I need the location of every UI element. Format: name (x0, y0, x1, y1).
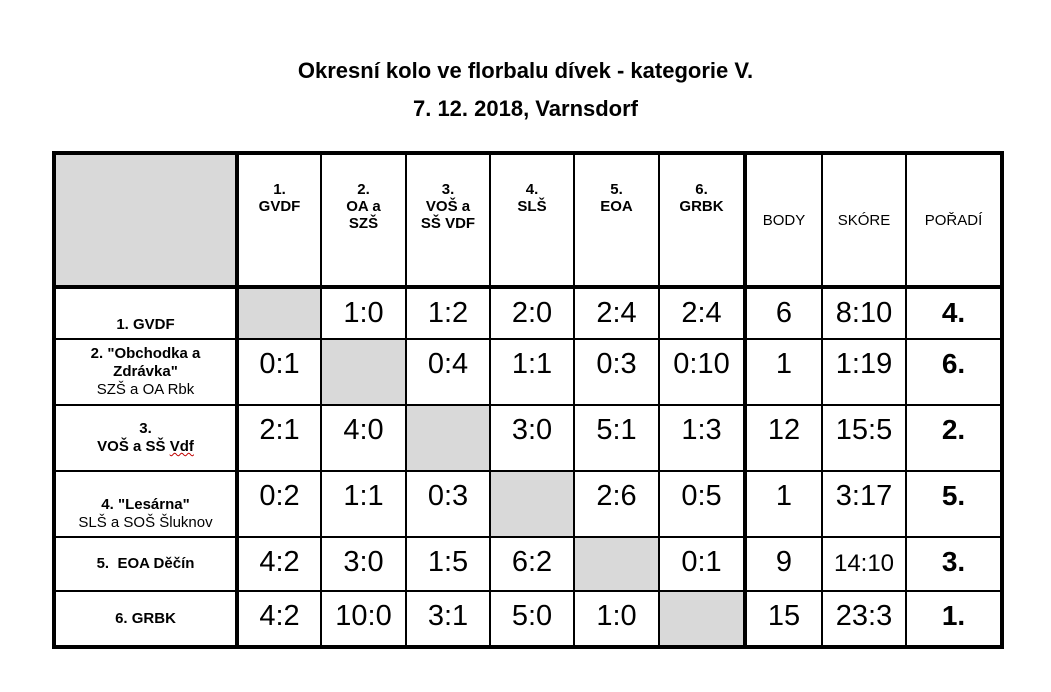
team-name: 2. "Obchodka a (90, 345, 201, 362)
result-cell: 4:0 (321, 405, 406, 471)
result-cell: 0:5 (659, 471, 745, 537)
poradi-value: 2. (906, 405, 1002, 471)
table-row (54, 339, 1002, 405)
body-value: 1 (745, 339, 822, 405)
poradi-value: 3. (906, 537, 1002, 591)
title-line-1: Okresní kolo ve florbalu dívek - kategorie V. (297, 58, 754, 83)
col-header-name: GRBK (679, 198, 724, 215)
col-header-name: GVDF (258, 198, 301, 215)
skore-value: 1:19 (822, 339, 906, 405)
result-cell: 0:10 (659, 339, 745, 405)
col-header-name: SLŠ (517, 198, 547, 215)
col-header-name: OA a (346, 198, 381, 215)
col-header-5 (574, 153, 659, 287)
result-cell: 2:0 (490, 287, 574, 339)
header-row (54, 153, 1002, 287)
header-skore: SKÓRE (822, 153, 906, 287)
body-value: 15 (745, 591, 822, 647)
result-cell: 1:0 (321, 287, 406, 339)
result-cell: 1:2 (406, 287, 490, 339)
skore-value: 8:10 (822, 287, 906, 339)
result-cell: 1:1 (490, 339, 574, 405)
result-cell: 0:4 (406, 339, 490, 405)
col-header-name: SZŠ (348, 215, 379, 232)
result-cell (490, 471, 574, 537)
result-cell: 4:2 (237, 537, 321, 591)
team-name: 3. (139, 420, 152, 437)
col-header-name: EOA (600, 198, 633, 215)
result-cell: 0:3 (406, 471, 490, 537)
poradi-value: 6. (906, 339, 1002, 405)
result-cell: 1:1 (321, 471, 406, 537)
corner-cell (54, 153, 237, 287)
row-name-cell (54, 537, 237, 591)
col-header-num: 6. (695, 181, 708, 198)
body-value: 9 (745, 537, 822, 591)
team-school: SZŠ a OA Rbk (96, 381, 195, 398)
col-header-num: 1. (273, 181, 286, 198)
result-cell: 3:0 (321, 537, 406, 591)
result-cell: 2:1 (237, 405, 321, 471)
team-name: 1. GVDF (116, 316, 175, 333)
team-name (56, 438, 235, 456)
table-row (54, 471, 1002, 537)
col-header-name: VOŠ a (425, 198, 471, 215)
poradi-value: 1. (906, 591, 1002, 647)
col-header-num: 2. (357, 181, 370, 198)
team-school: SLŠ a SOŠ Šluknov (78, 514, 213, 531)
result-cell: 10:0 (321, 591, 406, 647)
result-cell: 0:2 (237, 471, 321, 537)
col-header-num: 3. (441, 181, 455, 198)
row-name-cell (54, 405, 237, 471)
result-cell: 6:2 (490, 537, 574, 591)
body-value: 1 (745, 471, 822, 537)
result-cell (321, 339, 406, 405)
team-name: 5. EOA Děčín (96, 555, 195, 572)
result-cell: 5:0 (490, 591, 574, 647)
table-row (54, 537, 1002, 591)
result-cell: 2:6 (574, 471, 659, 537)
team-name: Zdrávka" (113, 363, 178, 380)
result-cell: 1:0 (574, 591, 659, 647)
result-cell: 0:1 (237, 339, 321, 405)
row-name-cell (54, 591, 237, 647)
skore-value: 3:17 (822, 471, 906, 537)
result-cell: 3:0 (490, 405, 574, 471)
table-row (54, 287, 1002, 339)
team-name: 6. GRBK (115, 609, 176, 627)
result-cell: 3:1 (406, 591, 490, 647)
poradi-value: 4. (906, 287, 1002, 339)
result-cell: 2:4 (574, 287, 659, 339)
team-name-part: VOŠ a SŠ (97, 438, 170, 455)
col-header-name: SŠ VDF (420, 215, 476, 232)
result-cell (574, 537, 659, 591)
result-cell: 4:2 (237, 591, 321, 647)
body-value: 12 (745, 405, 822, 471)
row-name-cell (54, 471, 237, 537)
col-header-2 (321, 153, 406, 287)
team-name: 4. "Lesárna" (101, 496, 190, 513)
table-row (54, 591, 1002, 647)
col-header-4 (490, 153, 574, 287)
result-cell: 0:3 (574, 339, 659, 405)
col-header-6 (659, 153, 745, 287)
result-cell (659, 591, 745, 647)
result-cell (237, 287, 321, 339)
row-name-cell (54, 287, 237, 339)
skore-value: 15:5 (822, 405, 906, 471)
result-cell: 0:1 (659, 537, 745, 591)
table-row (54, 405, 1002, 471)
col-header-num: 4. (525, 181, 539, 198)
header-body: BODY (745, 153, 822, 287)
skore-value: 14:10 (822, 537, 906, 591)
skore-value: 23:3 (822, 591, 906, 647)
result-cell: 1:5 (406, 537, 490, 591)
col-header-1 (237, 153, 321, 287)
poradi-value: 5. (906, 471, 1002, 537)
col-header-num: 5. (610, 181, 623, 198)
title-line-2: 7. 12. 2018, Varnsdorf (412, 96, 639, 121)
row-name-cell (54, 339, 237, 405)
team-name-part: Vdf (169, 438, 194, 455)
result-cell: 5:1 (574, 405, 659, 471)
col-header-3 (406, 153, 490, 287)
results-table (52, 151, 1004, 649)
header-poradi: POŘADÍ (906, 153, 1002, 287)
result-cell (406, 405, 490, 471)
result-cell: 1:3 (659, 405, 745, 471)
result-cell: 2:4 (659, 287, 745, 339)
body-value: 6 (745, 287, 822, 339)
